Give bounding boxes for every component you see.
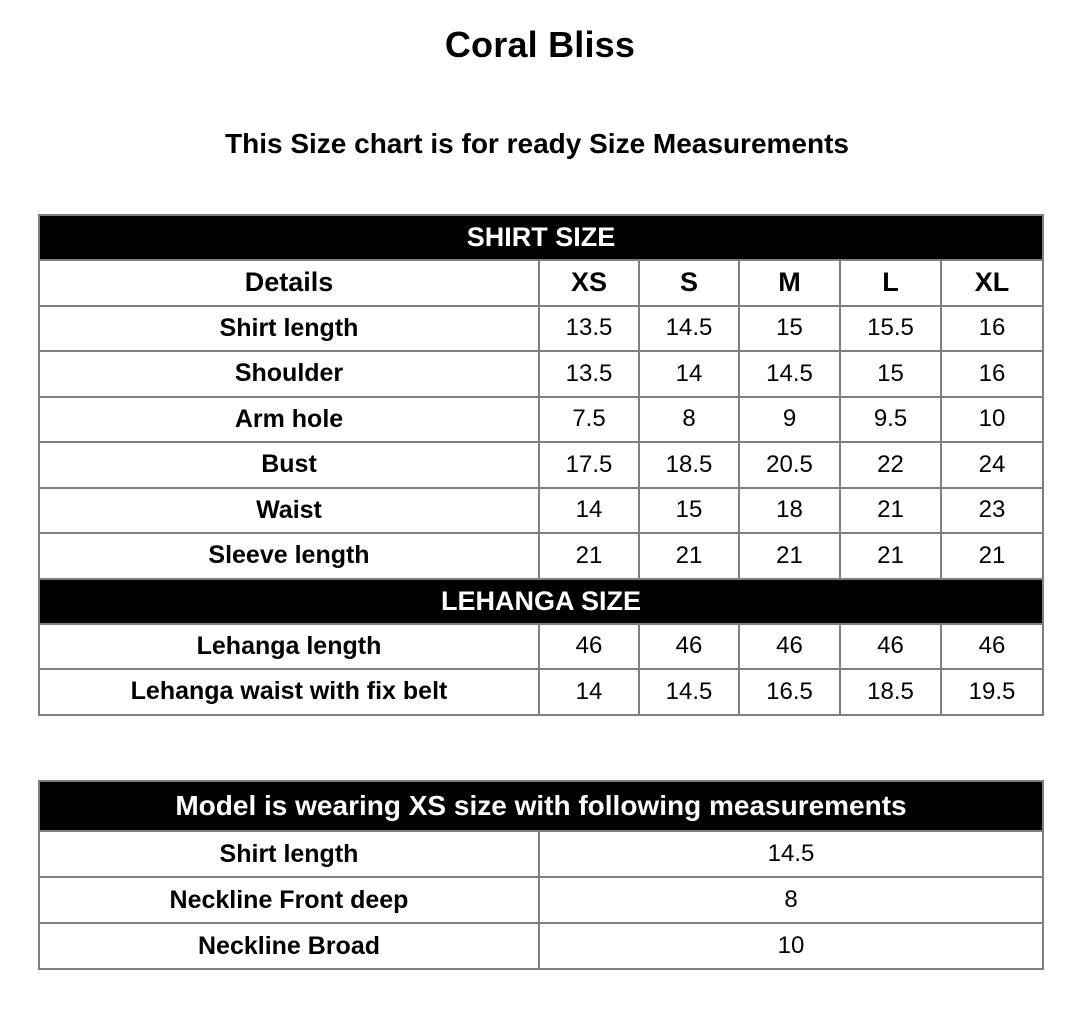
size-chart-table	[38, 214, 1044, 716]
size-chart-body	[39, 215, 1043, 715]
lehanga-size-header-row	[39, 579, 1043, 624]
shirt-measurement-value: 14.5	[739, 351, 840, 397]
shirt-measurement-value: 14.5	[639, 306, 739, 352]
size-header-l: L	[840, 260, 941, 306]
shirt-measurement-value: 14	[539, 488, 639, 534]
lehanga-measurement-value: 46	[739, 624, 840, 670]
shirt-measurement-value: 13.5	[539, 306, 639, 352]
shirt-measurement-label: Bust	[39, 442, 539, 488]
lehanga-measurement-value: 46	[840, 624, 941, 670]
model-measurement-row	[39, 877, 1043, 923]
lehanga-measurement-value: 14.5	[639, 669, 739, 715]
shirt-measurement-row	[39, 397, 1043, 443]
shirt-measurement-value: 8	[639, 397, 739, 443]
shirt-measurement-label: Sleeve length	[39, 533, 539, 579]
lehanga-measurement-value: 14	[539, 669, 639, 715]
model-measurements-body	[39, 781, 1043, 969]
shirt-size-header-row	[39, 215, 1043, 260]
shirt-measurement-value: 22	[840, 442, 941, 488]
shirt-measurement-value: 23	[941, 488, 1043, 534]
shirt-measurement-value: 9.5	[840, 397, 941, 443]
lehanga-measurement-value: 16.5	[739, 669, 840, 715]
shirt-measurement-value: 10	[941, 397, 1043, 443]
shirt-measurement-value: 21	[840, 533, 941, 579]
shirt-measurement-value: 24	[941, 442, 1043, 488]
model-header-row	[39, 781, 1043, 831]
shirt-measurement-row	[39, 351, 1043, 397]
shirt-measurement-value: 15	[840, 351, 941, 397]
model-measurements-table	[38, 780, 1044, 970]
shirt-measurement-value: 21	[639, 533, 739, 579]
lehanga-measurement-value: 19.5	[941, 669, 1043, 715]
lehanga-measurement-value: 46	[941, 624, 1043, 670]
lehanga-measurement-label: Lehanga length	[39, 624, 539, 670]
size-header-xl: XL	[941, 260, 1043, 306]
shirt-measurement-label: Shoulder	[39, 351, 539, 397]
shirt-measurement-value: 14	[639, 351, 739, 397]
model-measurement-value: 14.5	[539, 831, 1043, 877]
lehanga-measurement-value: 46	[539, 624, 639, 670]
shirt-measurement-value: 21	[539, 533, 639, 579]
model-measurement-label: Neckline Front deep	[39, 877, 539, 923]
shirt-measurement-row	[39, 533, 1043, 579]
model-measurement-row	[39, 923, 1043, 969]
model-header: Model is wearing XS size with following measurements	[39, 781, 1043, 831]
shirt-measurement-value: 13.5	[539, 351, 639, 397]
lehanga-size-header: LEHANGA SIZE	[39, 579, 1043, 624]
shirt-size-header: SHIRT SIZE	[39, 215, 1043, 260]
model-measurement-label: Neckline Broad	[39, 923, 539, 969]
details-header: Details	[39, 260, 539, 306]
shirt-measurement-value: 7.5	[539, 397, 639, 443]
shirt-measurement-row	[39, 488, 1043, 534]
shirt-measurement-value: 9	[739, 397, 840, 443]
shirt-measurement-value: 16	[941, 351, 1043, 397]
shirt-measurement-value: 21	[941, 533, 1043, 579]
model-measurement-value: 8	[539, 877, 1043, 923]
size-header-s: S	[639, 260, 739, 306]
shirt-measurement-label: Shirt length	[39, 306, 539, 352]
shirt-measurement-value: 18.5	[639, 442, 739, 488]
shirt-measurement-label: Arm hole	[39, 397, 539, 443]
shirt-measurement-value: 16	[941, 306, 1043, 352]
model-measurement-row	[39, 831, 1043, 877]
lehanga-measurement-row	[39, 669, 1043, 715]
model-measurement-value: 10	[539, 923, 1043, 969]
page-title: Coral Bliss	[444, 24, 636, 65]
shirt-measurement-value: 20.5	[739, 442, 840, 488]
size-header-row	[39, 260, 1043, 306]
size-header-m: M	[739, 260, 840, 306]
lehanga-measurement-row	[39, 624, 1043, 670]
lehanga-measurement-value: 18.5	[840, 669, 941, 715]
shirt-measurement-value: 21	[739, 533, 840, 579]
page-subtitle: This Size chart is for ready Size Measurements	[224, 128, 849, 159]
model-measurement-label: Shirt length	[39, 831, 539, 877]
shirt-measurement-value: 15	[739, 306, 840, 352]
shirt-measurement-value: 17.5	[539, 442, 639, 488]
shirt-measurement-value: 21	[840, 488, 941, 534]
shirt-measurement-row	[39, 306, 1043, 352]
lehanga-measurement-label: Lehanga waist with fix belt	[39, 669, 539, 715]
shirt-measurement-value: 15.5	[840, 306, 941, 352]
shirt-measurement-value: 15	[639, 488, 739, 534]
lehanga-measurement-value: 46	[639, 624, 739, 670]
size-header-xs: XS	[539, 260, 639, 306]
shirt-measurement-value: 18	[739, 488, 840, 534]
shirt-measurement-label: Waist	[39, 488, 539, 534]
shirt-measurement-row	[39, 442, 1043, 488]
